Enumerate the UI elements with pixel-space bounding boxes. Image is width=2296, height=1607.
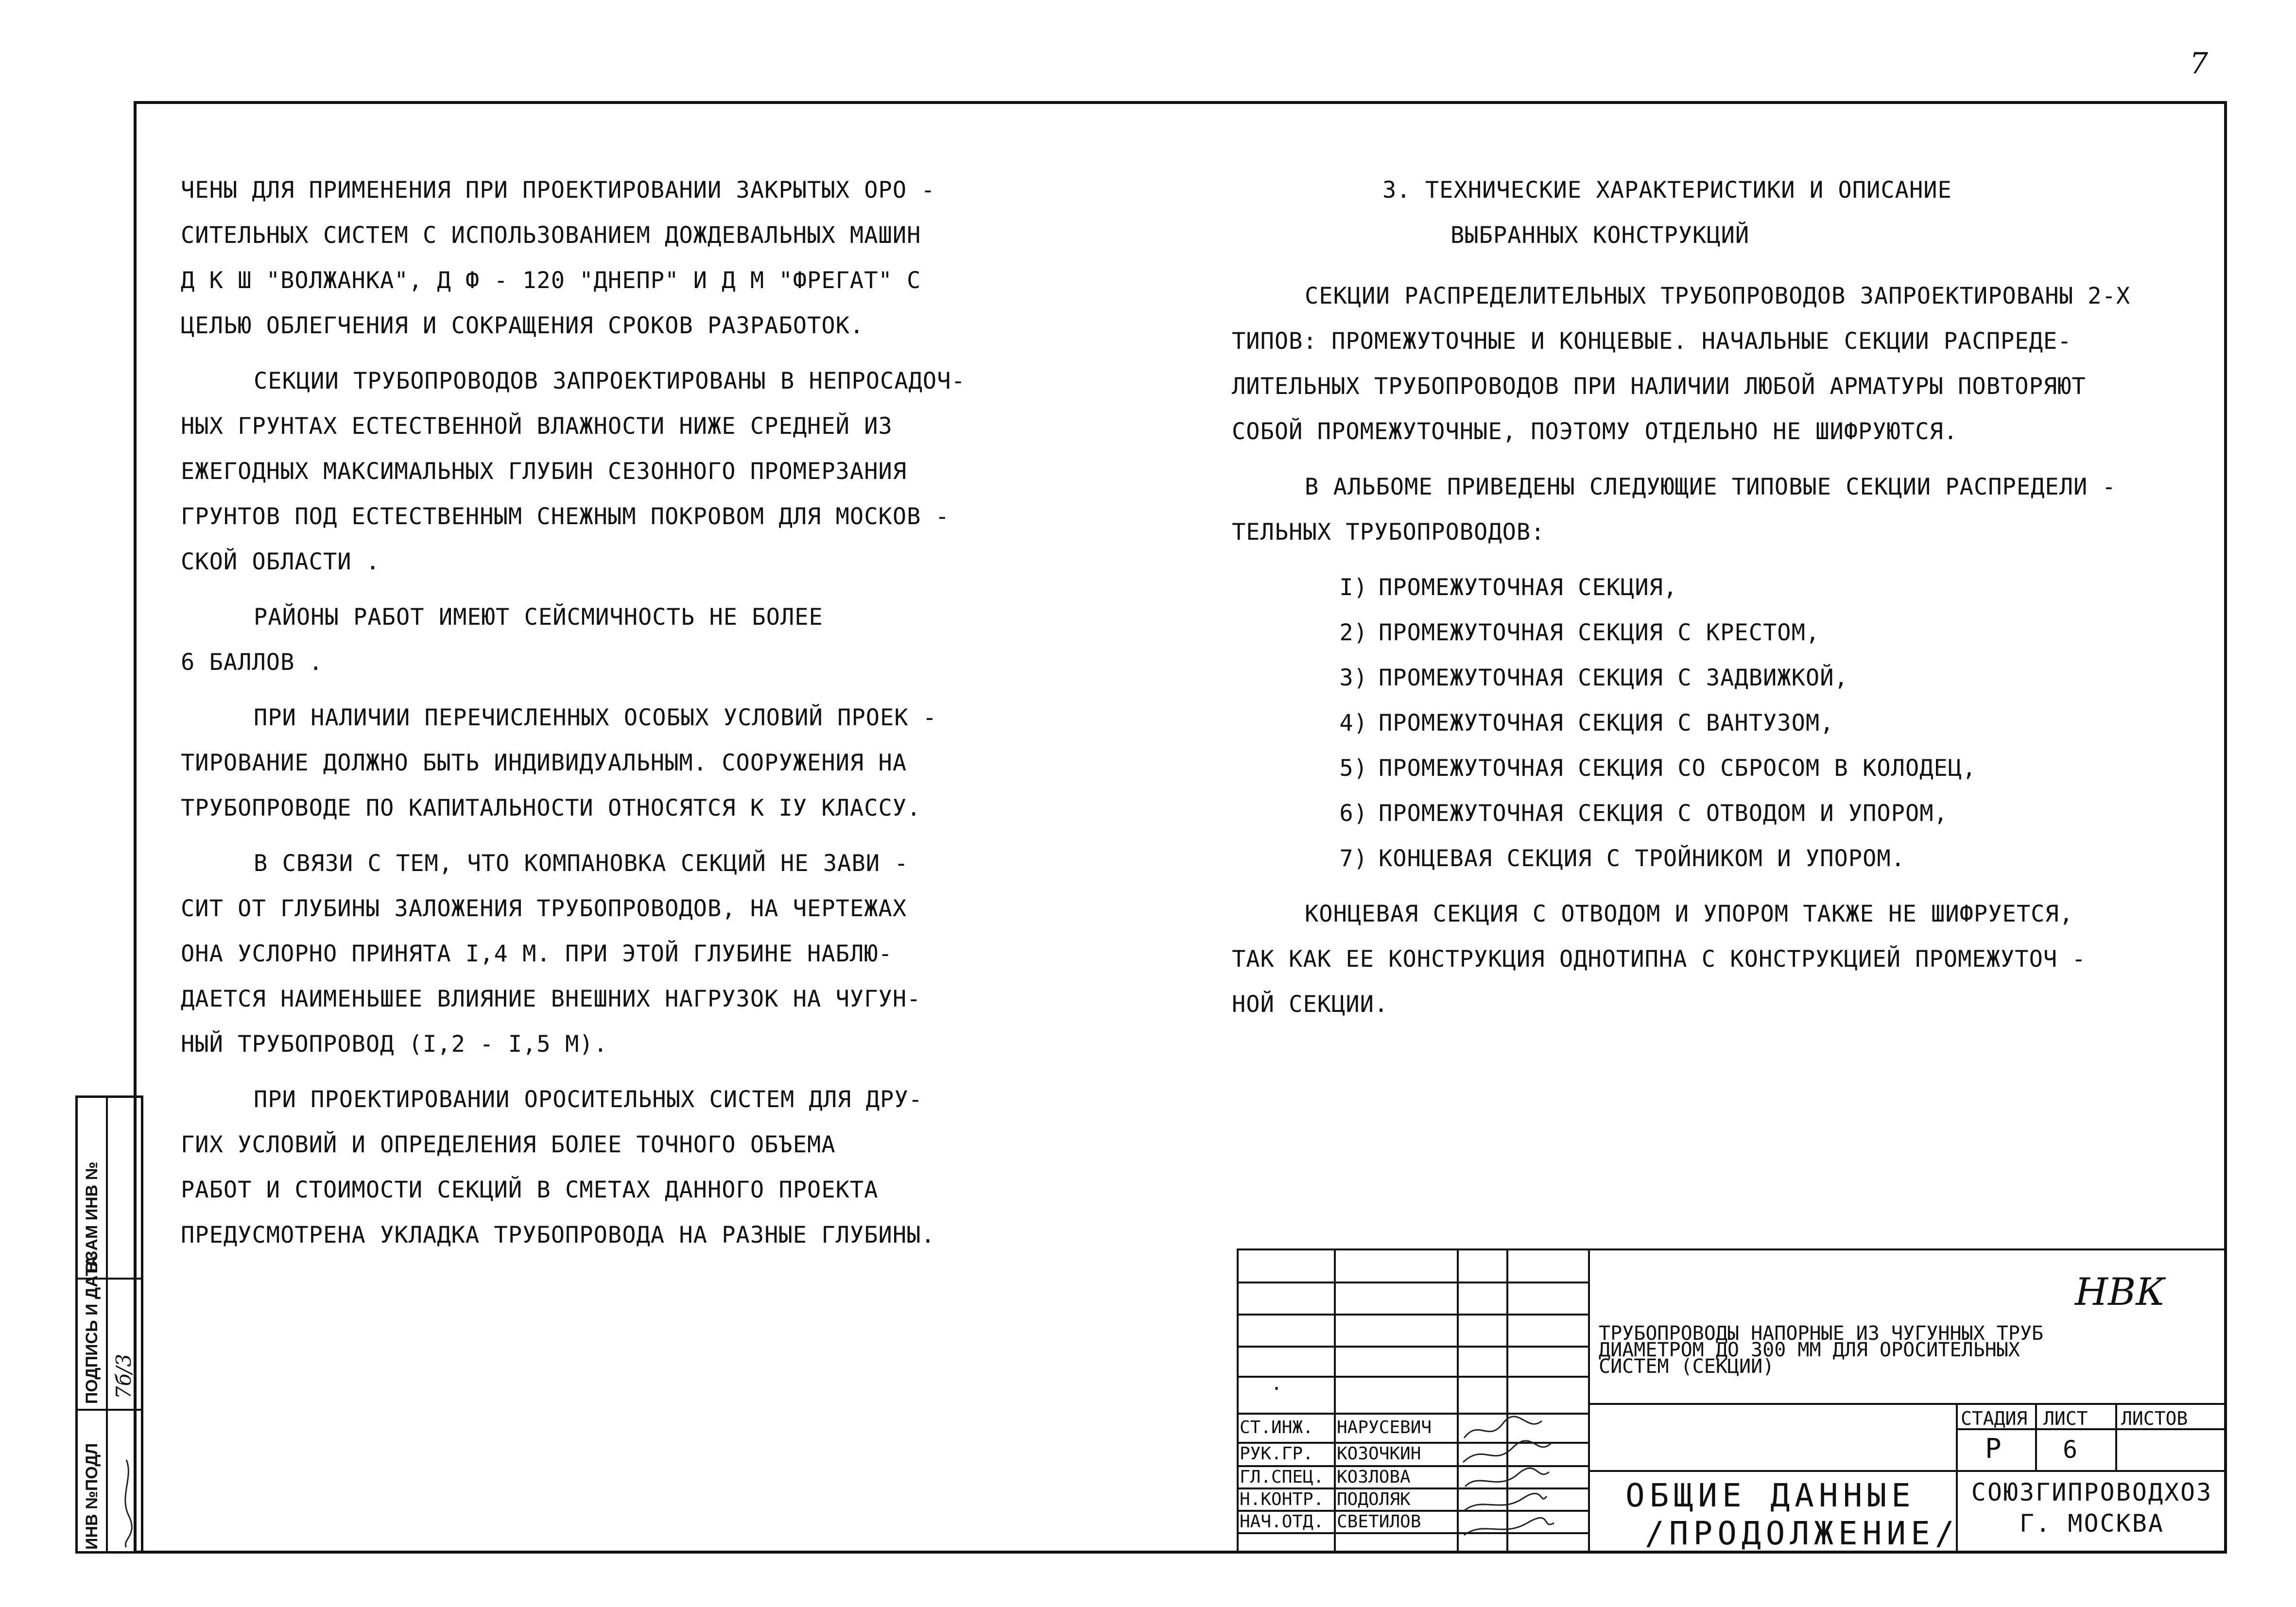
section-list: [1232, 565, 2130, 881]
text-line: В АЛЬБОМЕ ПРИВЕДЕНЫ СЛЕДУЮЩИЕ ТИПОВЫЕ СЕКЦИИ РАСПРЕДЕЛИ -: [1305, 474, 2116, 500]
list-text: ПРОМЕЖУТОЧНАЯ СЕКЦИЯ С ВАНТУЗОМ,: [1379, 710, 1834, 736]
list-item: [1232, 701, 2130, 746]
text-line: ТИПОВ: ПРОМЕЖУТОЧНЫЕ И КОНЦЕВЫЕ. НАЧАЛЬНЫЕ СЕКЦИИ РАСПРЕДЕ-: [1232, 328, 2072, 355]
list-item: [1232, 655, 2130, 701]
list-number: 7): [1339, 845, 1368, 872]
staff-name: ПОДОЛЯК: [1337, 1489, 1411, 1509]
text-line: Д К Ш "ВОЛЖАНКА", Д Ф - 120 "ДНЕПР" И Д М "ФРЕГАТ" С: [181, 267, 921, 294]
stage-value: Р: [1985, 1433, 2002, 1465]
list-text: ПРОМЕЖУТОЧНАЯ СЕКЦИЯ С ОТВОДОМ И УПОРОМ,: [1379, 800, 1948, 827]
title-block: [1237, 1248, 2227, 1554]
list-item: [1232, 791, 2130, 836]
stage-label: СТАДИЯ: [1961, 1408, 2028, 1429]
tb-grid: [1588, 1248, 1590, 1554]
stamp-divider: [78, 1409, 141, 1411]
section-heading: [1232, 168, 2130, 258]
text-line: ТАК КАК ЕЕ КОНСТРУКЦИЯ ОДНОТИПНА С КОНСТРУКЦИЕЙ ПРОМЕЖУТОЧ -: [1232, 946, 2086, 973]
text-line: ДАЕТСЯ НАИМЕНЬШЕЕ ВЛИЯНИЕ ВНЕШНИХ НАГРУЗОК НА ЧУГУН-: [181, 986, 921, 1012]
organization: [1961, 1477, 2223, 1539]
list-item: [1232, 565, 2130, 610]
list-number: 5): [1339, 755, 1368, 782]
text-line: ТЕЛЬНЫХ ТРУБОПРОВОДОВ:: [1232, 519, 1545, 546]
list-text: ПРОМЕЖУТОЧНАЯ СЕКЦИЯ С КРЕСТОМ,: [1379, 619, 1820, 646]
sheet-title-line: /ПРОДОЛЖЕНИЕ/: [1645, 1515, 1959, 1552]
sign-date-label: ПОДПИСЬ И ДАТА: [83, 1255, 101, 1404]
stamp-divider: [106, 1098, 108, 1551]
text-line: НОЙ СЕКЦИИ.: [1232, 991, 1389, 1018]
signature-mark: [112, 1457, 141, 1550]
inv-no-label: ИНВ №ПОДЛ: [83, 1443, 101, 1550]
staff-name: НАРУСЕВИЧ: [1337, 1418, 1432, 1437]
text-line: ЛИТЕЛЬНЫХ ТРУБОПРОВОДОВ ПРИ НАЛИЧИИ ЛЮБОЙ АРМАТУРЫ ПОВТОРЯЮТ: [1232, 373, 2086, 400]
list-text: ПРОМЕЖУТОЧНАЯ СЕКЦИЯ С ЗАДВИЖКОЙ,: [1379, 665, 1848, 691]
tb-grid: [1237, 1314, 1588, 1316]
sheet-title-line: ОБЩИЕ ДАННЫЕ: [1625, 1477, 1916, 1514]
tb-grid: [1457, 1248, 1459, 1554]
organization-name: СОЮЗГИПРОВОДХОЗ: [1971, 1478, 2213, 1506]
text-line: РАБОТ И СТОИМОСТИ СЕКЦИЙ В СМЕТАХ ДАННОГО ПРОЕКТА: [181, 1177, 879, 1203]
tb-border: [1237, 1248, 1239, 1554]
text-line: СОБОЙ ПРОМЕЖУТОЧНЫЕ, ПОЭТОМУ ОТДЕЛЬНО НЕ ШИФРУЮТСЯ.: [1232, 418, 1958, 445]
paragraph: [1232, 274, 2130, 454]
staff-role: СТ.ИНЖ.: [1240, 1418, 1313, 1437]
paragraph: [1232, 891, 2130, 1027]
paragraph: [181, 695, 966, 831]
text-line: СИТ ОТ ГЛУБИНЫ ЗАЛОЖЕНИЯ ТРУБОПРОВОДОВ, НА ЧЕРТЕЖАХ: [181, 895, 907, 922]
text-line: СИТЕЛЬНЫХ СИСТЕМ С ИСПОЛЬЗОВАНИЕМ ДОЖДЕВАЛЬНЫХ МАШИН: [181, 222, 921, 249]
list-number: 6): [1339, 800, 1368, 827]
text-line: ПРЕДУСМОТРЕНА УКЛАДКА ТРУБОПРОВОДА НА РАЗНЫЕ ГЛУБИНЫ.: [181, 1222, 935, 1248]
list-item: [1232, 746, 2130, 791]
tb-grid: [1588, 1470, 2227, 1472]
text-line: ОНА УСЛОРНО ПРИНЯТА I,4 М. ПРИ ЭТОЙ ГЛУБИНЕ НАБЛЮ-: [181, 940, 893, 967]
sheet-value: 6: [2063, 1436, 2078, 1464]
list-item: [1232, 610, 2130, 655]
list-number: 3): [1339, 665, 1368, 691]
tb-grid: [1334, 1248, 1336, 1554]
text-line: ТИРОВАНИЕ ДОЛЖНО БЫТЬ ИНДИВИДУАЛЬНЫМ. СООРУЖЕНИЯ НА: [181, 750, 907, 776]
text-line: ГИХ УСЛОВИЙ И ОПРЕДЕЛЕНИЯ БОЛЕЕ ТОЧНОГО ОБЪЕМА: [181, 1131, 836, 1158]
text-line: ЕЖЕГОДНЫХ МАКСИМАЛЬНЫХ ГЛУБИН СЕЗОННОГО ПРОМЕРЗАНИЯ: [181, 458, 907, 485]
list-number: 2): [1339, 619, 1368, 646]
paragraph: [181, 1077, 966, 1258]
list-text: ПРОМЕЖУТОЧНАЯ СЕКЦИЯ СО СБРОСОМ В КОЛОДЕЦ,: [1379, 755, 1977, 782]
text-line: ЦЕЛЬЮ ОБЛЕГЧЕНИЯ И СОКРАЩЕНИЯ СРОКОВ РАЗРАБОТОК.: [181, 312, 864, 339]
sheet-label: ЛИСТ: [2043, 1408, 2088, 1429]
tb-grid: [2115, 1403, 2117, 1470]
tb-grid: [1588, 1403, 2227, 1405]
left-column: [181, 168, 966, 1268]
right-column: [1232, 168, 2130, 1037]
paragraph: [181, 841, 966, 1067]
list-number: I): [1339, 574, 1368, 601]
text-line: СЕКЦИИ РАСПРЕДЕЛИТЕЛЬНЫХ ТРУБОПРОВОДОВ ЗАПРОЕКТИРОВАНЫ 2-Х: [1305, 283, 2131, 309]
staff-name: СВЕТИЛОВ: [1337, 1512, 1421, 1532]
text-line: НЫХ ГРУНТАХ ЕСТЕСТВЕННОЙ ВЛАЖНОСТИ НИЖЕ СРЕДНЕЙ ИЗ: [181, 413, 893, 440]
staff-name: КОЗОЧКИН: [1337, 1444, 1421, 1464]
list-text: ПРОМЕЖУТОЧНАЯ СЕКЦИЯ,: [1379, 574, 1678, 601]
paragraph: [181, 359, 966, 584]
paragraph: [181, 595, 966, 685]
staff-role: Н.КОНТР.: [1240, 1489, 1324, 1509]
handwritten-date: 7б/3: [112, 1353, 136, 1399]
text-line: ТРУБОПРОВОДЕ ПО КАПИТАЛЬНОСТИ ОТНОСЯТСЯ К IУ КЛАССУ.: [181, 795, 921, 821]
text-line: ЧЕНЫ ДЛЯ ПРИМЕНЕНИЯ ПРИ ПРОЕКТИРОВАНИИ ЗАКРЫТЫХ ОРО -: [181, 177, 935, 204]
text-line: ПРИ НАЛИЧИИ ПЕРЕЧИСЛЕННЫХ ОСОБЫХ УСЛОВИЙ ПРОЕК -: [254, 704, 937, 731]
sheets-label: ЛИСТОВ: [2121, 1408, 2188, 1429]
project-title: [1599, 1322, 2044, 1378]
text-line: 6 БАЛЛОВ .: [181, 649, 323, 676]
replace-inv-label: ВЗАМ ИНВ №: [83, 1162, 101, 1273]
list-text: КОНЦЕВАЯ СЕКЦИЯ С ТРОЙНИКОМ И УПОРОМ.: [1379, 845, 1905, 872]
margin-stamp: [75, 1095, 143, 1554]
staff-role: РУК.ГР.: [1240, 1444, 1313, 1464]
heading-line: 3. ТЕХНИЧЕСКИЕ ХАРАКТЕРИСТИКИ И ОПИСАНИЕ: [1382, 177, 1952, 204]
dot-mark: .: [1271, 1372, 1283, 1395]
staff-role: ГЛ.СПЕЦ.: [1240, 1467, 1324, 1487]
tb-grid: [1237, 1376, 1588, 1378]
project-title-line: ДИАМЕТРОМ ДО 300 ММ ДЛЯ ОРОСИТЕЛЬНЫХ: [1599, 1339, 2020, 1361]
heading-line: ВЫБРАННЫХ КОНСТРУКЦИЙ: [1450, 222, 1750, 249]
list-number: 4): [1339, 710, 1368, 736]
paragraph: [1232, 464, 2130, 555]
signatures-icon: [1459, 1414, 1556, 1553]
text-line: НЫЙ ТРУБОПРОВОД (I,2 - I,5 М).: [181, 1031, 608, 1058]
page-number: 7: [2190, 47, 2209, 81]
project-title-line: ТРУБОПРОВОДЫ НАПОРНЫЕ ИЗ ЧУГУННЫХ ТРУБ: [1599, 1322, 2044, 1345]
text-line: РАЙОНЫ РАБОТ ИМЕЮТ СЕЙСМИЧНОСТЬ НЕ БОЛЕЕ: [254, 604, 823, 631]
text-line: СКОЙ ОБЛАСТИ .: [181, 548, 380, 575]
text-line: СЕКЦИИ ТРУБОПРОВОДОВ ЗАПРОЕКТИРОВАНЫ В НЕПРОСАДОЧ-: [254, 368, 966, 394]
sheet-title: [1625, 1477, 1959, 1553]
paragraph: [181, 168, 966, 348]
text-line: КОНЦЕВАЯ СЕКЦИЯ С ОТВОДОМ И УПОРОМ ТАКЖЕ НЕ ШИФРУЕТСЯ,: [1305, 901, 2074, 927]
staff-role: НАЧ.ОТД.: [1240, 1512, 1324, 1532]
tb-grid: [2035, 1403, 2037, 1470]
tb-grid: [1237, 1282, 1588, 1283]
text-line: ПРИ ПРОЕКТИРОВАНИИ ОРОСИТЕЛЬНЫХ СИСТЕМ ДЛЯ ДРУ-: [254, 1086, 923, 1113]
text-line: В СВЯЗИ С ТЕМ, ЧТО КОМПАНОВКА СЕКЦИЙ НЕ ЗАВИ -: [254, 850, 909, 877]
tb-border: [1237, 1248, 2227, 1250]
project-title-line: СИСТЕМ (СЕКЦИИ): [1599, 1355, 1775, 1378]
staff-name: КОЗЛОВА: [1337, 1467, 1411, 1487]
tb-grid: [1237, 1346, 1588, 1348]
organization-city: Г. МОСКВА: [2020, 1509, 2164, 1538]
list-item: [1232, 836, 2130, 881]
document-code: НВК: [2075, 1270, 2165, 1314]
text-line: ГРУНТОВ ПОД ЕСТЕСТВЕННЫМ СНЕЖНЫМ ПОКРОВОМ ДЛЯ МОСКОВ -: [181, 503, 950, 530]
